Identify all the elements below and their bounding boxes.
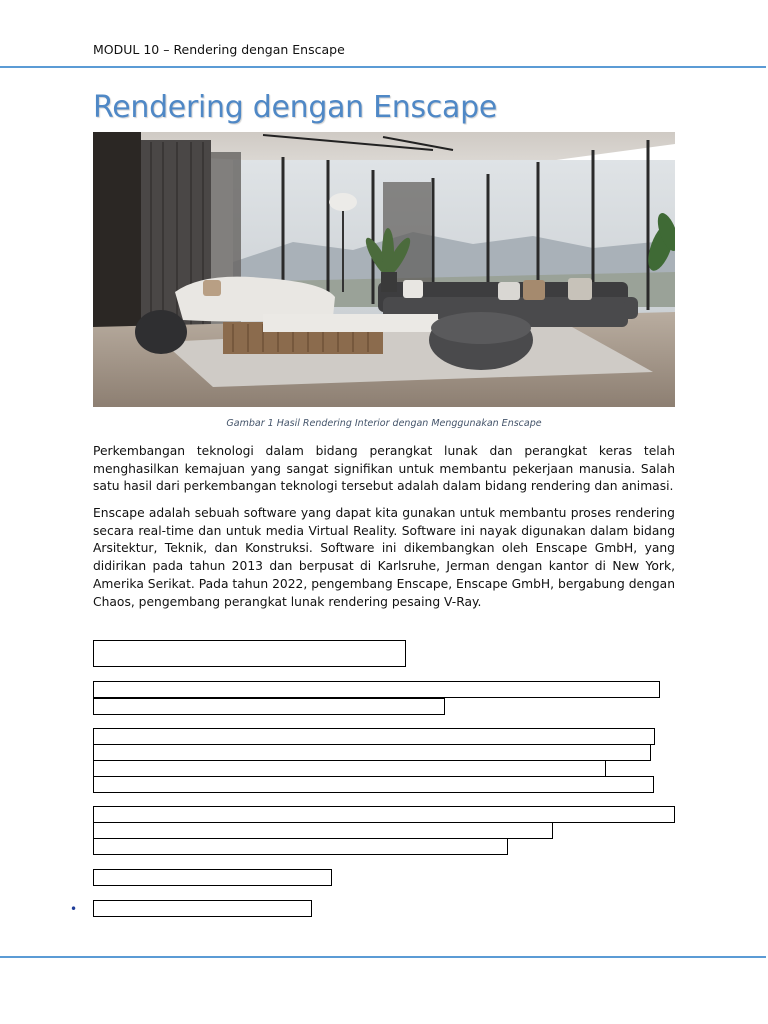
figure-caption: Gambar 1 Hasil Rendering Interior dengan Menggunakan Enscape xyxy=(226,418,542,429)
redacted-line xyxy=(93,760,606,777)
running-head: MODUL 10 – Rendering dengan Enscape xyxy=(93,42,345,57)
header-rule xyxy=(0,66,766,68)
paragraph-enscape: Enscape adalah sebuah software yang dapat kita gunakan untuk membantu proses rendering secara real-time dan untuk media Virtual Reality. Software ini nayak digunakan dalam bidang Arsitektur, Teknik, dan Konstruksi. Software ini dikembangkan oleh Enscape GmbH, yang didirikan pada tahun 2013 dan berpusat di Karlsruhe, Jerman dengan kantor di New York, Amerika Serikat. Pada tahun 2022, pengembang Enscape, Enscape GmbH, bergabung dengan Chaos, pengembang perangkat lunak rendering pesaing V-Ray. xyxy=(93,506,675,609)
redacted-line xyxy=(93,698,445,715)
redacted-heading-box xyxy=(93,640,406,667)
interior-render-image xyxy=(93,132,675,407)
redacted-line xyxy=(93,869,332,886)
redacted-line xyxy=(93,806,675,823)
redacted-line xyxy=(93,838,508,855)
redacted-line xyxy=(93,822,553,839)
paragraph-intro: Perkembangan teknologi dalam bidang perangkat lunak dan perangkat keras telah menghasilkan kemajuan yang sangat signifikan untuk membantu pekerjaan manusia. Salah satu hasil dari perkembangan teknologi tersebut adalah dalam bidang rendering dan animasi. xyxy=(93,444,675,494)
redacted-line xyxy=(93,776,654,793)
footer-rule xyxy=(0,956,766,958)
bullet-marker: • xyxy=(70,902,78,916)
page-title: Rendering dengan Enscape xyxy=(93,90,497,125)
redacted-line xyxy=(93,744,651,761)
redacted-bullet-line xyxy=(93,900,312,917)
redacted-line xyxy=(93,728,655,745)
redacted-line xyxy=(93,681,660,698)
